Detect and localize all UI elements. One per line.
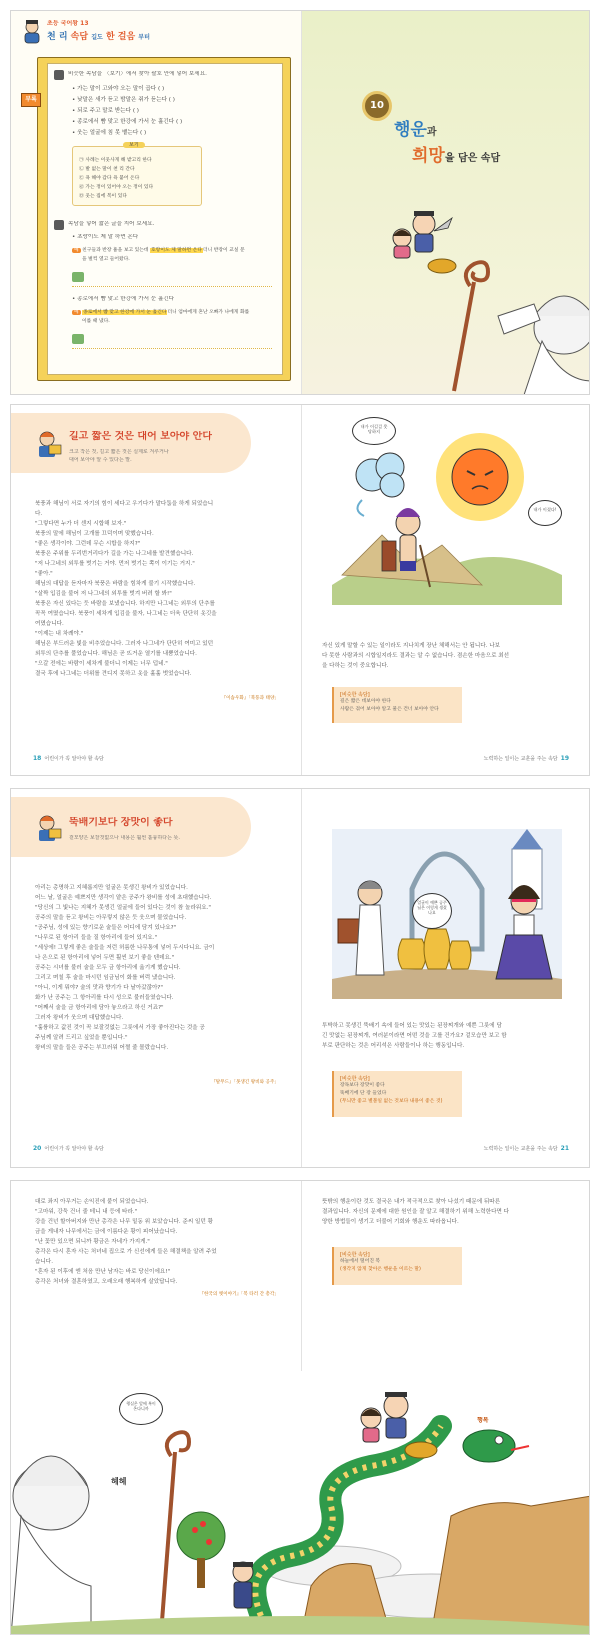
speech-bubble [119, 1393, 163, 1425]
lesson-line: 결과입니다. 자신의 문제에 대한 원인을 잘 알고 해결하기 위해 노력한다면 다 [322, 1209, 510, 1215]
example-label: 예 [74, 248, 79, 253]
question-1: 비슷한 속담을 〈보기〉에서 찾아 괄호 안에 넣어 보세요. [68, 71, 207, 77]
similar-proverb-line: 뚝배기에 단 장 들었다 [340, 1091, 387, 1096]
story-line: "훌륭하고 값진 것이 꼭 보잘것없는 그릇에서 가장 좋아진다는 것을 공 [35, 1025, 205, 1031]
story-credit: 『이솝우화』「북풍과 태양」 [221, 696, 279, 701]
boy-reading-icon [35, 813, 63, 843]
similar-proverb-box [332, 1247, 462, 1285]
list-item: ㉢ 욕 해야 갑다 욕 붙어 온다 [79, 176, 140, 181]
chapter-title-rest-2: 을 담은 속담 [444, 153, 501, 164]
left-page-story [11, 789, 301, 1167]
lesson-line: 뜻밖의 행운이란 것도 결국은 내가 적극적으로 찾아 나섰기 때문에 뒤따른 [322, 1199, 501, 1205]
story-line: "좋아." [35, 571, 53, 577]
example-line [72, 246, 277, 255]
story-line: 나 은으로 된 항아리에 넣어 두면 훨씬 보기 좋을 텐데요." [35, 955, 175, 961]
story-line: "좋은 생각이야. 그런데 무슨 시합을 하지?" [35, 541, 141, 547]
example-text: 을 벌컥 열고 들어왔다. [82, 257, 130, 262]
similar-proverb-box [332, 687, 462, 723]
example-box-title: 보기 [123, 142, 145, 148]
story-line: "공주님, 성에 있는 향기로운 술들은 어디에 담겨 있나요?" [35, 925, 177, 931]
left-page-story [11, 405, 301, 775]
example-answer-2 [72, 308, 277, 326]
example-box [72, 142, 202, 206]
story-line: "아니, 이게 뭐야? 술의 맛과 향기가 다 날아갔잖아?" [35, 985, 163, 991]
list-item: ㉣ 가는 정이 있어야 오는 정이 있다 [79, 185, 154, 190]
similar-proverb-line: 하늘에서 떨어진 복 [340, 1259, 381, 1264]
example-highlight: 호랑이도 제 말하면 온다 [151, 248, 202, 253]
story-line: 다. [35, 511, 43, 517]
story-line: 왕비의 말을 들은 공주는 부끄러워 어쩔 줄 몰랐습니다. [35, 1045, 169, 1051]
list-item: ㉠ 사례는 이웃사게 해 밭고리 한다 [79, 158, 152, 163]
speech-bubble [528, 500, 562, 526]
page-number: 21 [560, 1145, 569, 1152]
story-line: 금을 게내자 나무에서는 금에 이름다운 황이 피어났습니다. [35, 1229, 178, 1235]
page-number: 19 [560, 755, 569, 762]
similar-proverb-line: (생각지 않게 찾아온 행운을 이르는 말) [340, 1267, 421, 1272]
appendix-tab-label: 부록 [25, 96, 37, 103]
chapter-title-line-2 [412, 141, 500, 166]
page-footer-left [33, 755, 104, 762]
speech-bubble [352, 417, 396, 445]
story-line: 그리고 며칠 후 술을 마시던 임금님이 화를 버럭 냈습니다. [35, 975, 176, 981]
sign-text: 행복 [477, 1417, 489, 1424]
footer-text: 노력하는 일이는 교훈을 주는 속담 [483, 1146, 558, 1152]
story-line: 북풍과 해님이 서로 자기의 힘이 세다고 우기다가 말다툼을 하게 되었습니 [35, 501, 214, 507]
story-line: "살짝 입김을 불어 저 나그네의 외투를 벗겨 버려 할 봐!" [35, 591, 172, 597]
right-page-chapter-title [302, 11, 590, 394]
chapter-number-badge [362, 91, 392, 121]
chapter-title-particle-1: 과 [426, 127, 437, 138]
lesson-text [322, 1021, 577, 1051]
story-line: 총각은 다시 혼자 사는 처녀네 집으로 가 신선에게 들은 해결책을 알려 주었 [35, 1249, 217, 1255]
speech-text: 얼굴이 예쁜 공주님은 이렇게 생겼나요 [417, 900, 447, 915]
story-line: 어느 날, 얼굴은 예쁘지만 생각이 얕은 공주가 왕비를 성에 초대했습니다. [35, 895, 212, 901]
story-line: 공주는 시녀를 불러 술을 모두 금 항아리에 옮기게 했습니다. [35, 965, 181, 971]
book-mascot-icon [21, 19, 43, 45]
story-line: 꼭꼭 여몄습니다. 북풍이 세차게 입김을 불자, 나그네는 더욱 단단히 옷깃을 [35, 611, 217, 617]
story-line: "어째서 술을 금 항아리에 담아 놓으라고 하신 거죠?" [35, 1005, 164, 1011]
chapter-title-line-1 [394, 115, 437, 140]
example-text: 친구들과 반장 흉을 보고 있는데 [82, 248, 149, 253]
story-line: "세상에! 그렇게 좋은 술들을 저런 허름한 나무통에 넣어 두시다니요. 금이 [35, 945, 215, 951]
page-footer-right [484, 1145, 569, 1152]
story-line: "저 나그네의 외투를 벗기는 거야. 먼저 벗기는 쪽이 이기는 거지." [35, 561, 195, 567]
spread-appendix-chapter10 [10, 10, 590, 395]
list-item: • 낮말은 새가 듣고 밤말은 쥐가 듣는다 ( ) [72, 97, 175, 103]
story-credit: 『한국의 옛이야기』「복 타러 간 총각」 [199, 1292, 279, 1297]
chapter-title-word-1: 행운 [394, 120, 427, 140]
lesson-line: 투박하고 못생긴 뚝배기 속에 들어 있는 맛있는 된장찌개와 예쁜 그릇에 담 [322, 1023, 502, 1029]
sun-character [436, 433, 524, 521]
heading-description: 겉모양은 보잘것없으나 내용은 훨씬 훌륭하다는 뜻. [69, 835, 180, 841]
list-item: • 종로에서 뺨 맞고 한강에 가서 눈 흘긴다 ( ) [72, 119, 183, 125]
story-line: 습니다. [35, 1259, 53, 1265]
example-label: 예 [74, 310, 79, 315]
story-body [35, 1197, 290, 1287]
heading-description: 대어 보아야 알 수 있다는 말. [69, 457, 132, 463]
right-page-story [302, 789, 590, 1167]
lesson-line: 을 다하는 것이 중요합니다. [322, 663, 389, 669]
spread-north-wind-sun [10, 404, 590, 776]
lesson-text [322, 641, 572, 671]
lesson-line: 양한 방법들이 생기고 더불어 기회와 행운도 따라옵니다. [322, 1219, 459, 1225]
story-line: 공주의 말을 듣고 왕비는 아무렇지 않은 듯 웃으며 물었습니다. [35, 915, 187, 921]
story-line: 북풍의 말에 해님이 고개를 끄덕이며 맞했습니다. [35, 531, 154, 537]
story-body [35, 883, 285, 1053]
story-line: 해님은 부드러운 빛을 비추었습니다. 그러자 나그네가 단단히 여미고 있던 [35, 641, 214, 647]
similar-proverb-line: 장독보다 장맛이 좋다 [340, 1083, 385, 1088]
question-3-item: • 종로에서 뺨 맞고 한강에 가서 눈 흘긴다 [72, 296, 175, 302]
footer-text: 노력하는 일이는 교훈을 주는 속담 [483, 756, 558, 762]
series-post: 부터 [138, 34, 150, 41]
heading-banner [11, 413, 251, 473]
story-line: "혼자 된 이후에 엔 처음 만난 남자는 바로 당신이에요!" [35, 1269, 171, 1275]
story-line: 강을 건넌 할아버지와 만난 총각은 나무 밑동 위 보았습니다. 준씨 일던 황 [35, 1219, 214, 1225]
page-number: 18 [33, 755, 42, 762]
story-line: "난 꽃만 있으면 되니까 황금은 자네가 가지게." [35, 1239, 150, 1245]
story-line: "나무로 된 항아리 들을 질 항아리에 들어 있지요." [35, 935, 158, 941]
similar-proverb-line: (무늬만 좋고 별볼일 없는 것보다 내용이 좋은 것) [340, 1099, 443, 1104]
story-line: "고마워, 강둑 건너 줄 테니 내 등에 타라." [35, 1209, 138, 1215]
story-line: "으갈 전에는 바람이 세차게 불더니 이제는 너무 덥네." [35, 661, 168, 667]
list-item: ㉡ 발 없는 말이 천 리 간다 [79, 167, 135, 172]
example-line [72, 308, 277, 317]
footer-text: 어린이가 꼭 알아야 할 속담 [44, 756, 104, 762]
story-line: 결국 후에 나그네는 더위를 견디지 못하고 옷을 훌훌 벗었습니다. [35, 671, 192, 677]
heading-banner [11, 797, 251, 857]
list-item: • 가는 말이 고와야 오는 말이 곱다 ( ) [72, 86, 165, 92]
similar-proverb-label: [비슷한 속담] [340, 1252, 370, 1258]
lesson-line: 자신 있게 말할 수 있는 일이라도 지나치게 장난 체해서는 안 됩니다. 나보 [322, 643, 501, 649]
chapter-illustration [302, 166, 590, 395]
example-box-items [79, 156, 153, 201]
sfx-text: 헤헤 [111, 1477, 127, 1486]
series-pre: 천 리 [47, 32, 68, 42]
left-page-appendix [11, 11, 301, 394]
speech-bubble [412, 893, 452, 929]
story-line: 대로 좌지 아무거는 손익진에 붙이 되었습니다. [35, 1199, 149, 1205]
example-answer-1 [72, 246, 277, 264]
dotted-line [72, 286, 272, 287]
heading-description: 크고 작은 것, 길고 짧은 것은 실제로 겨루거나 [69, 449, 169, 455]
right-page-story [302, 405, 590, 775]
story-line: 북풍은 자신 있다는 듯 바람을 보냈습니다. 하지만 나그네는 외투의 단추를 [35, 601, 215, 607]
footer-text: 어린이가 꼭 알아야 할 속담 [44, 1146, 104, 1152]
similar-proverb-line: 사람은 겪어 보아야 알고 물은 건너 보아야 안다 [340, 707, 439, 712]
boy-reading-icon [35, 429, 63, 459]
section-heading: 길고 짧은 것은 대어 보아야 안다 [69, 431, 212, 442]
question-2-item: • 초랑이도 제 말 하면 온다 [72, 234, 139, 240]
list-item: • 되로 주고 말로 받는다 ( ) [72, 108, 139, 114]
series-line: 초등 국어왕 13 [47, 20, 89, 27]
pencil-icon [54, 70, 64, 80]
page-number: 20 [33, 1145, 42, 1152]
example-highlight: 종로에서 뺨 맞고 한강에 가서 눈 흘긴다 [83, 310, 167, 315]
story-line: "그렇다면 누가 더 센지 시합해 보자." [35, 521, 127, 527]
story-line: 북풍은 주위를 두리번거리다가 길을 가는 나그네를 발견했습니다. [35, 551, 194, 557]
story-body [35, 499, 285, 679]
story-line: 주님께 알려 드리고 싶었을 뿐입니다." [35, 1035, 128, 1041]
story-line: "이제는 내 차례야." [35, 631, 84, 637]
example-text: 이를 때 냈다. [82, 319, 110, 324]
speech-text: 행실은 앞에 복이 온다니까 [126, 1401, 156, 1411]
question-2: 속담을 넣어 짧은 글을 지어 보세요. [68, 221, 155, 227]
dragon-panorama-illustration [11, 1366, 590, 1635]
speech-text: 내가 이길걸 못당하지 [360, 424, 388, 435]
page-footer-right [484, 755, 569, 762]
series-title-main: 한 걸음 [105, 32, 136, 42]
list-item: ㉤ 웃는 집에 복이 있다 [79, 194, 127, 199]
list-item: • 웃는 얼굴에 침 못 뱉는다 ( ) [72, 130, 147, 136]
question-1-items [72, 84, 182, 139]
example-text: 더니 반장이 교실 문 [202, 248, 245, 253]
story-credit: 『탈무드』「못생긴 왕비와 공주」 [211, 1080, 279, 1085]
speech-text: 내가 이겼다! [533, 507, 557, 512]
north-wind-cloud [356, 453, 404, 516]
story-line: 그러자 왕비가 웃으며 대답했습니다. [35, 1015, 124, 1021]
lesson-line: 다 못한 사람과의 시합일지라도 결과는 알 수 없습니다. 겸손한 마음으로 최선 [322, 653, 510, 659]
story-line: 해님의 대답을 듣자마자 북풍은 바람을 힘차게 불기 시작했습니다. [35, 581, 196, 587]
similar-proverb-box [332, 1071, 462, 1117]
pencil-icon [72, 334, 84, 344]
story-line: "당신의 그 빛나는 지혜가 못생긴 얼굴에 들어 있다는 것이 참 놀라워요." [35, 905, 212, 911]
story-line: 총각은 처녀와 결혼하였고, 오래오래 행복하게 살았답니다. [35, 1279, 178, 1285]
lesson-text [322, 1197, 577, 1227]
series-accent: 속담 [70, 32, 89, 42]
story-line: 여몄습니다. [35, 621, 64, 627]
spread-ttukbaegi [10, 788, 590, 1168]
old-man-character [11, 1456, 91, 1635]
similar-proverb-label: [비슷한 속담] [340, 1076, 370, 1082]
pencil-icon [54, 220, 64, 230]
series-title [47, 29, 150, 42]
story-line: 외투의 단추를 풀었습니다. 해님은 곧 뜨거운 열기를 내뿜었습니다. [35, 651, 197, 657]
example-text: 더니 엄마에게 혼난 오빠가 나에게 화를 [167, 310, 250, 315]
series-mid: 길도 [91, 34, 103, 41]
chapter-number: 10 [370, 100, 384, 111]
dotted-line [72, 348, 272, 349]
young-man-character [233, 1562, 253, 1608]
similar-proverb-line: 길은 짧은 데보아야 한다 [340, 699, 391, 704]
pencil-icon [72, 272, 84, 282]
old-man-character [356, 881, 384, 975]
story-line: 화가 난 공주는 그 항아리를 다시 성으로 불러들였습니다. [35, 995, 174, 1001]
section-heading: 뚝배기보다 장맛이 좋다 [69, 817, 173, 828]
lesson-line: 부로 판단하는 것은 어리석은 사람들이나 하는 행동입니다. [322, 1043, 465, 1049]
similar-proverb-label: [비슷한 속담] [340, 692, 370, 698]
story-line: 아리는 총명하고 지혜롭지만 얼굴은 못생긴 왕비가 있었습니다. [35, 885, 188, 891]
appendix-tab [21, 93, 41, 107]
lesson-line: 긴 맛없는 된장찌개, 여러분이라면 어떤 것을 고를 건가요? 겉모습만 보고 함 [322, 1033, 507, 1039]
spread-luck-ending [10, 1180, 590, 1635]
appendix-paper [47, 63, 283, 375]
chapter-title-word-2: 희망 [412, 146, 445, 166]
page-footer-left [33, 1145, 104, 1152]
